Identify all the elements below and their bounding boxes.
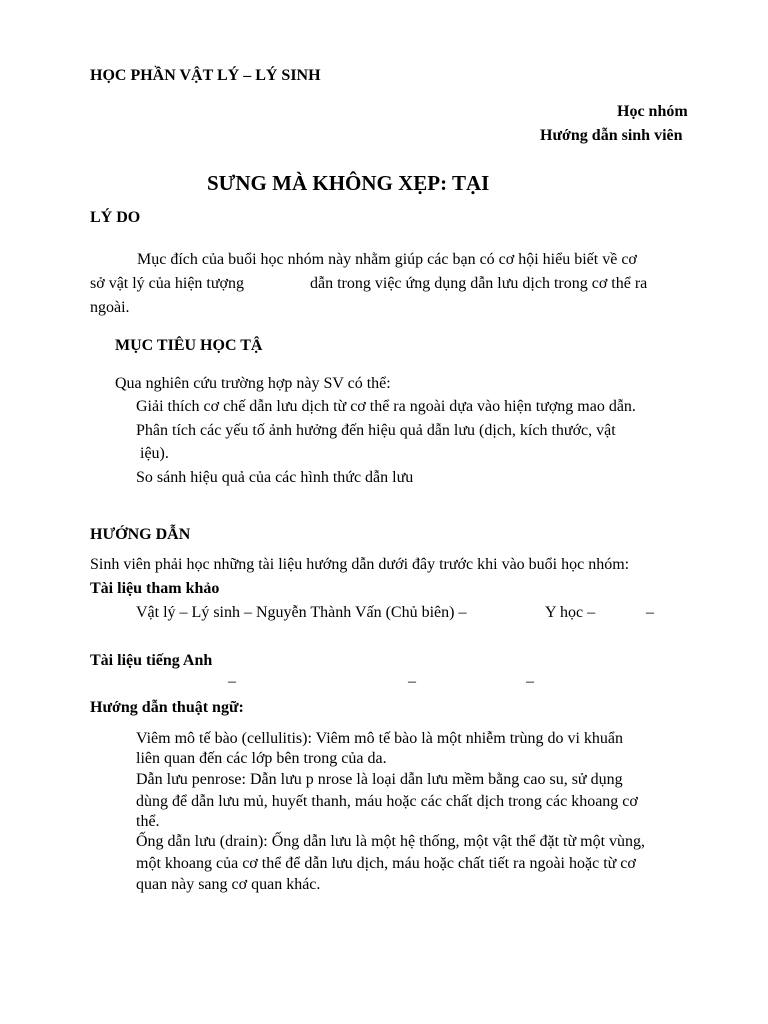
- objectives-heading: MỤC TIÊU HỌC TẬ: [115, 337, 263, 354]
- reference-item: Vật lý – Lý sinh – Nguyễn Thành Vấn (Chủ biên) –: [136, 604, 467, 621]
- guide-heading: HƯỚNG DẪN: [90, 526, 191, 543]
- reference-dash: –: [646, 604, 654, 621]
- reason-line-1: Mục đích của buổi học nhóm này nhằm giúp các bạn có cơ hội hiểu biết về cơ: [137, 251, 637, 268]
- objective-item: So sánh hiệu quả của các hình thức dẫn lưu: [136, 469, 414, 486]
- guide-intro: Sinh viên phải học những tài liệu hướng dẫn dưới đây trước khi vào buổi học nhóm:: [90, 556, 630, 573]
- english-reference-dash: –: [408, 673, 416, 690]
- objective-item: Phân tích các yếu tố ảnh hưởng đến hiệu quả dẫn lưu (dịch, kích thước, vật: [136, 422, 616, 439]
- term-line: dùng để dẫn lưu mủ, huyết thanh, máu hoặc các chất dịch trong các khoang cơ: [136, 793, 638, 810]
- reference-publisher: Y học –: [545, 604, 596, 621]
- reason-line-3: ngoài.: [90, 299, 130, 316]
- references-heading: Tài liệu tham khảo: [90, 580, 220, 597]
- reason-line-2b: dẫn trong việc ứng dụng dẫn lưu dịch trong cơ thể ra: [310, 275, 648, 292]
- objectives-intro: Qua nghiên cứu trường hợp này SV có thể:: [115, 375, 391, 392]
- reason-line-2a: sở vật lý của hiện tượng: [90, 275, 245, 292]
- guide-label: Hướng dẫn sinh viên: [540, 127, 683, 144]
- terms-heading: Hướng dẫn thuật ngữ:: [90, 699, 244, 716]
- term-line: Ống dẫn lưu (drain): Ống dẫn lưu là một hệ thống, một vật thể đặt từ một vùng,: [136, 833, 646, 850]
- course-title: HỌC PHẦN VẬT LÝ – LÝ SINH: [90, 67, 321, 84]
- term-line: liên quan đến các lớp bên trong của da.: [136, 750, 387, 767]
- objective-item-cont: iệu).: [140, 445, 169, 462]
- objective-item: Giải thích cơ chế dẫn lưu dịch từ cơ thể ra ngoài dựa vào hiện tượng mao dẫn.: [136, 398, 636, 415]
- term-line: thể.: [136, 813, 160, 830]
- term-line: Dẫn lưu penrose: Dẫn lưu p nrose là loại dẫn lưu mềm bằng cao su, sử dụng: [136, 771, 623, 788]
- document-title: SƯNG MÀ KHÔNG XẸP: TẠI: [207, 171, 490, 195]
- group-label: Học nhóm: [617, 103, 688, 120]
- term-line: quan này sang cơ quan khác.: [136, 876, 321, 893]
- reason-heading: LÝ DO: [90, 209, 141, 226]
- english-references-heading: Tài liệu tiếng Anh: [90, 652, 213, 669]
- english-reference-dash: –: [526, 673, 534, 690]
- term-line: Viêm mô tế bào (cellulitis): Viêm mô tế bào là một nhiễm trùng do vi khuẩn: [136, 730, 624, 747]
- term-line: một khoang của cơ thể để dẫn lưu dịch, máu hoặc chất tiết ra ngoài hoặc từ cơ: [136, 855, 636, 872]
- english-reference-dash: –: [228, 673, 236, 690]
